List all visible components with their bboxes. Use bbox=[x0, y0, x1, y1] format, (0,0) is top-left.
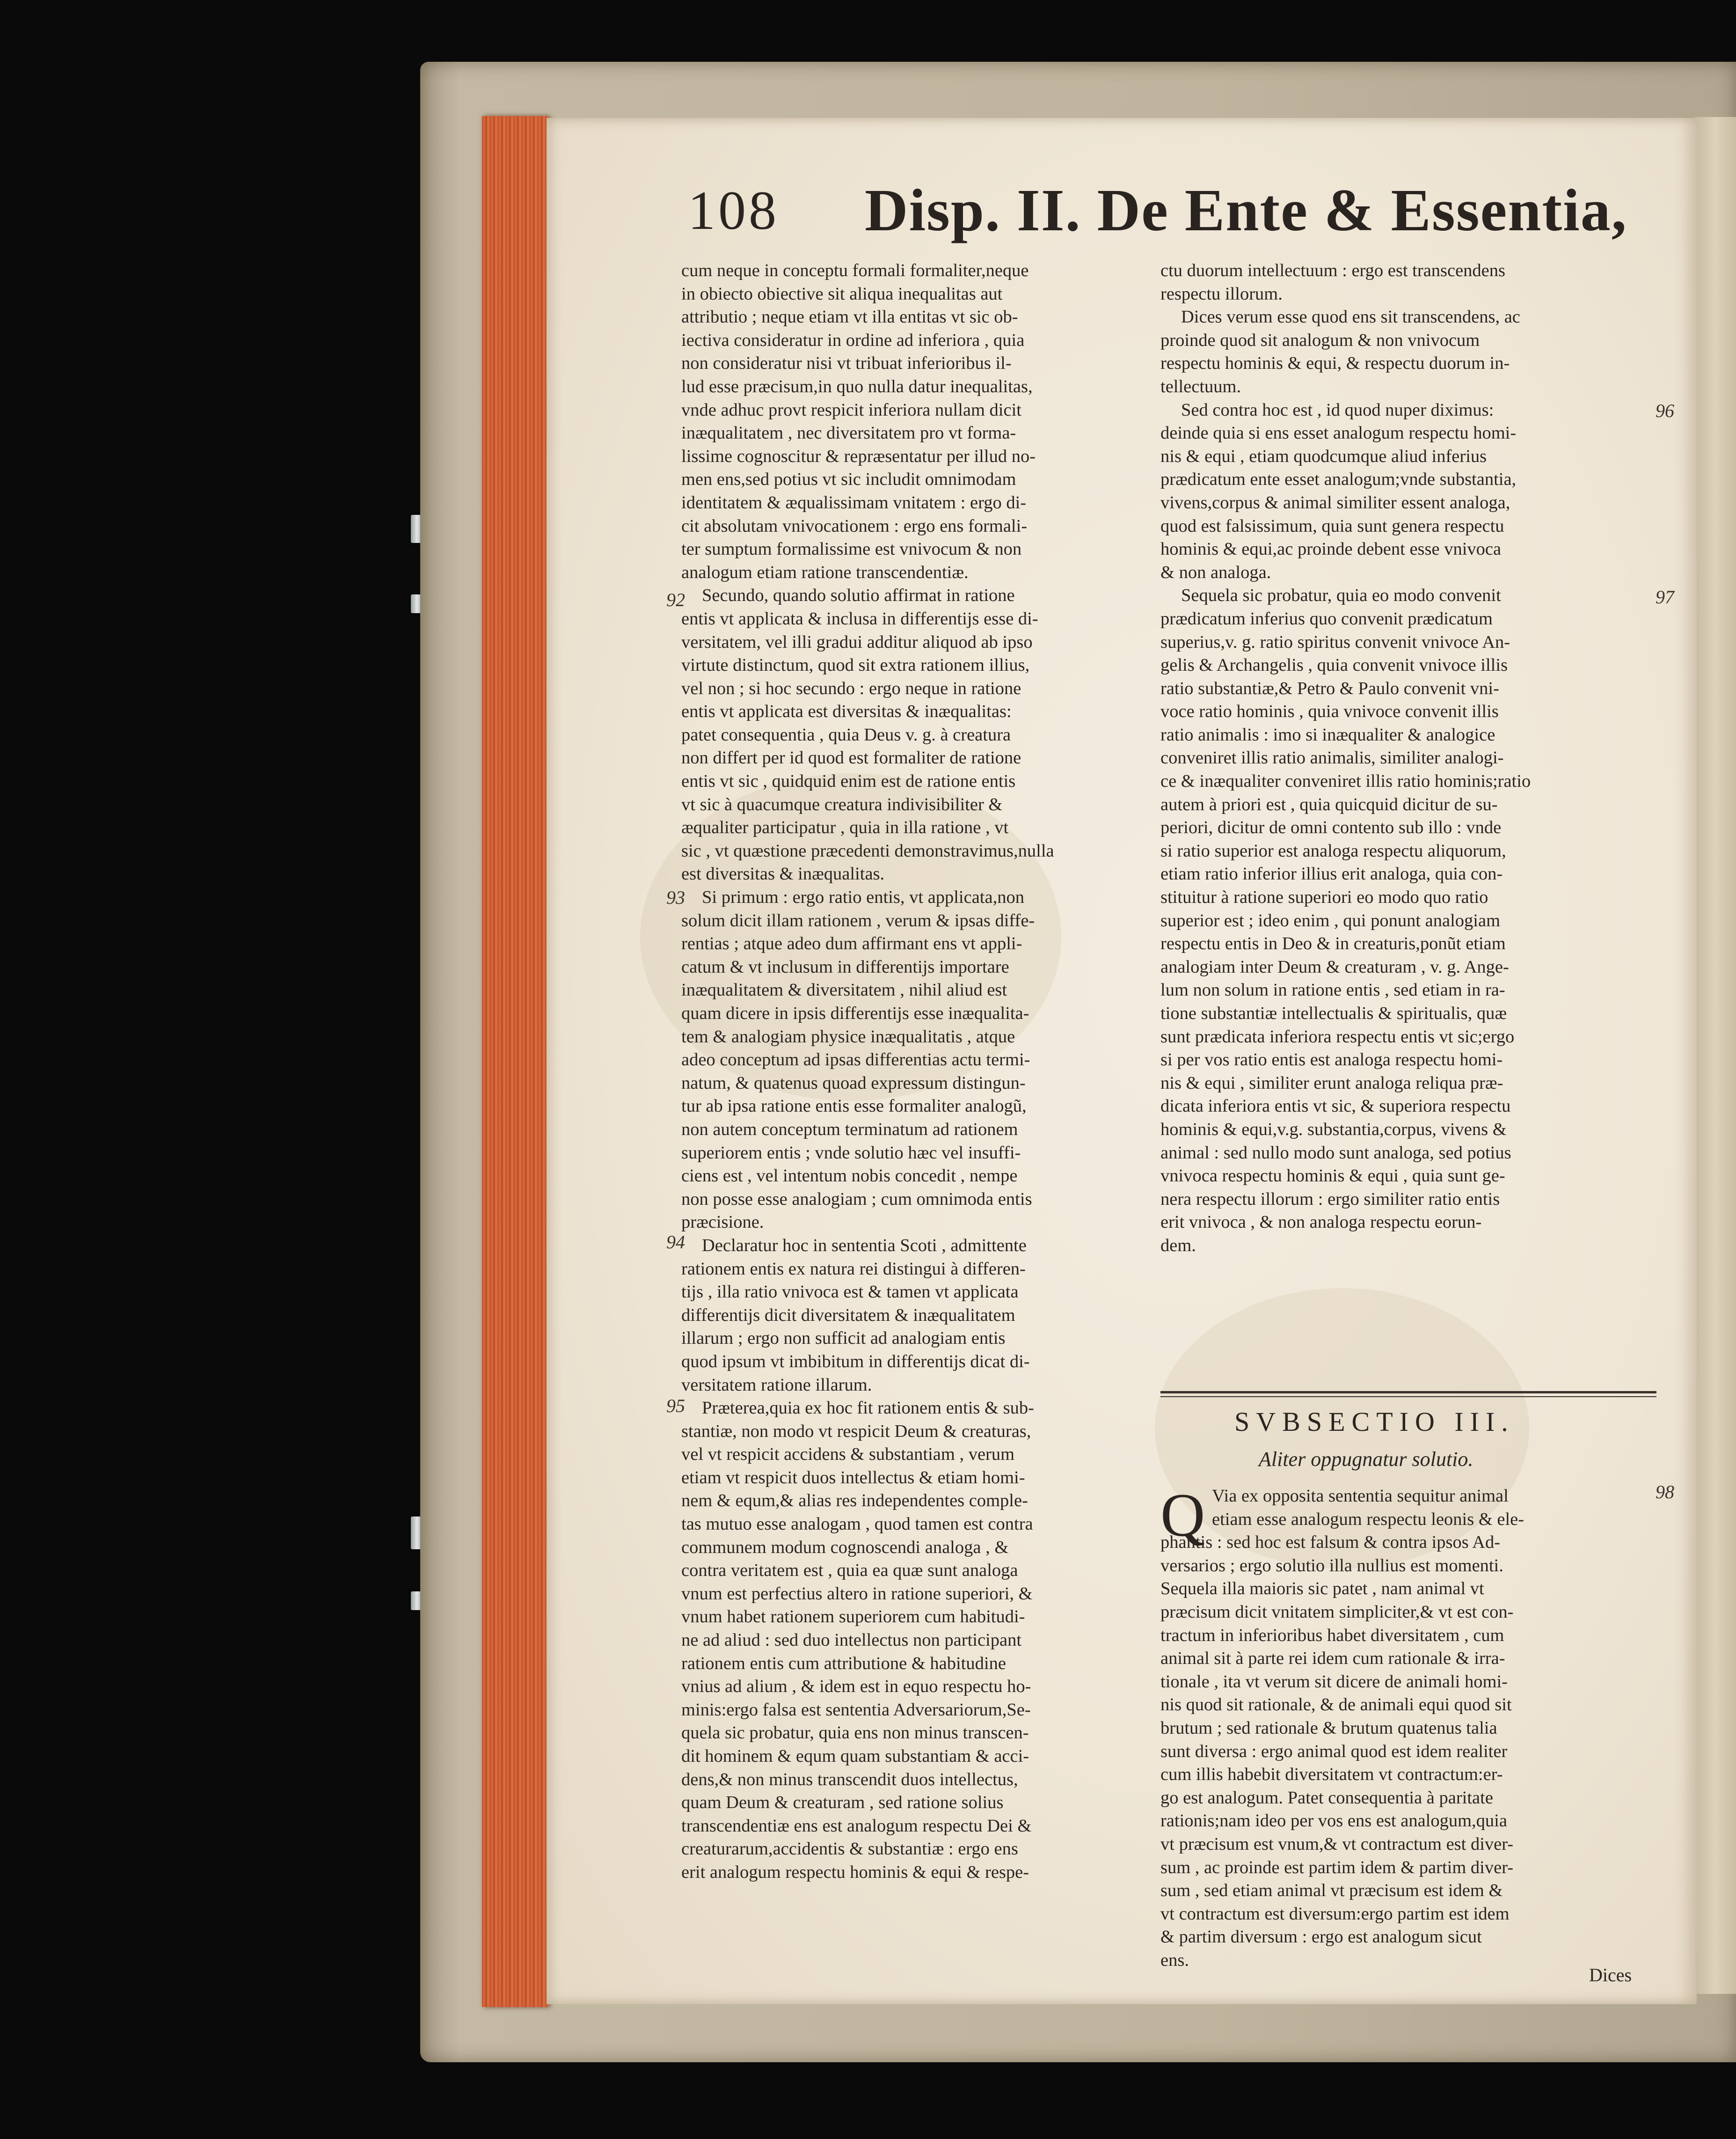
text-line: analogiam inter Deum & creaturam , v. g. Ange- bbox=[1160, 957, 1509, 977]
text-line: conveniret illis ratio animalis, similiter analogi- bbox=[1160, 748, 1504, 768]
text-line: non autem conceptum terminatum ad rationem bbox=[681, 1119, 1018, 1139]
text-line: virtute distinctum, quod sit extra rationem illius, bbox=[681, 655, 1030, 675]
margin-number: 97 bbox=[1656, 586, 1674, 608]
text-line: versarios ; ergo solutio illa nullius est momenti. bbox=[1160, 1555, 1503, 1575]
text-line: analogum etiam ratione transcendentiæ. bbox=[681, 562, 969, 582]
text-line: vt contractum est diversum:ergo partim est idem bbox=[1160, 1904, 1510, 1924]
text-line: stituitur à ratione superiori eo modo quo ratio bbox=[1160, 887, 1488, 908]
text-line: solum dicit illam rationem , verum & ipsas diffe- bbox=[681, 910, 1035, 930]
text-line: rationem entis cum attributione & habitudine bbox=[681, 1653, 1006, 1673]
text-line: cum neque in conceptu formali formaliter,neque bbox=[681, 261, 1029, 280]
left-text-column bbox=[681, 259, 1219, 1884]
text-line: superior est ; ideo enim , qui ponunt analogiam bbox=[1160, 910, 1501, 930]
text-line: sunt prædicata inferiora respectu entis vt sic;ergo bbox=[1160, 1026, 1515, 1047]
text-line: tas mutuo esse analogam , quod tamen est contra bbox=[681, 1514, 1033, 1534]
text-line: proinde quod sit analogum & non vnivocum bbox=[1160, 330, 1480, 350]
right-text-column bbox=[1160, 259, 1673, 1258]
text-line: communem modum cognoscendi analoga , & bbox=[681, 1537, 1009, 1557]
text-line: nera respectu illorum : ergo similiter ratio entis bbox=[1160, 1189, 1500, 1209]
text-line: sum , ac proinde est partim idem & partim diver- bbox=[1160, 1857, 1514, 1877]
drop-capital: Q bbox=[1160, 1480, 1205, 1549]
text-line: si per vos ratio entis est analoga respectu homi- bbox=[1160, 1050, 1503, 1070]
text-line: voce ratio hominis , quia vnivoce convenit illis bbox=[1160, 702, 1499, 722]
text-line: vt sic à quacumque creatura indivisibiliter & bbox=[681, 794, 1003, 814]
text-line: animal : sed nullo modo sunt analoga, sed potius bbox=[1160, 1143, 1511, 1163]
text-line: etiam ratio inferior illius erit analoga, quia con- bbox=[1160, 864, 1503, 884]
text-line: sic , vt quæstione præcedenti demonstravimus,nulla bbox=[681, 841, 1054, 861]
text-line: nem & equm,& alias res independentes comple- bbox=[681, 1491, 1028, 1511]
text-line: dem. bbox=[1160, 1235, 1196, 1255]
text-line: respectu illorum. bbox=[1160, 284, 1283, 304]
text-line: entis vt sic , quidquid enim est de ratione entis bbox=[681, 771, 1016, 791]
text-line: erit analogum respectu hominis & equi & respe- bbox=[681, 1862, 1029, 1882]
text-line: inæqualitatem , nec diversitatem pro vt forma- bbox=[681, 423, 1016, 443]
text-line: nis & equi , etiam quodcumque aliud inferius bbox=[1160, 446, 1487, 466]
text-line: etiam esse analogum respectu leonis & ele- bbox=[1212, 1509, 1524, 1529]
text-line: lud esse præcisum,in quo nulla datur inequalitas, bbox=[681, 376, 1033, 396]
text-line: ens. bbox=[1160, 1950, 1189, 1970]
text-line: versitatem ratione illarum. bbox=[681, 1375, 872, 1395]
text-line: dicata inferiora entis vt sic, & superiora respectu bbox=[1160, 1096, 1511, 1116]
text-line: entis vt applicata est diversitas & inæqualitas: bbox=[681, 702, 1012, 722]
text-line: vnius ad alium , & idem est in equo respectu ho- bbox=[681, 1677, 1031, 1697]
text-line: quam Deum & creaturam , sed ratione solius bbox=[681, 1793, 1004, 1813]
margin-number: 93 bbox=[666, 887, 685, 908]
text-line: inæqualitatem & diversitatem , nihil aliud est bbox=[681, 980, 1007, 1000]
subsection-text bbox=[1160, 1480, 1673, 1972]
margin-number: 96 bbox=[1656, 400, 1674, 421]
page-header bbox=[547, 179, 1697, 249]
text-line: contra veritatem est , quia ea quæ sunt analoga bbox=[681, 1560, 1018, 1581]
book-page bbox=[547, 118, 1697, 2004]
margin-number: 98 bbox=[1656, 1481, 1674, 1502]
text-line: & non analoga. bbox=[1160, 562, 1271, 582]
text-line: tijs , illa ratio vnivoca est & tamen vt applicata bbox=[681, 1282, 1019, 1302]
text-line: Si primum : ergo ratio entis, vt applicata,non bbox=[702, 887, 1024, 908]
text-line: vnum est perfectius altero in ratione superiori, & bbox=[681, 1583, 1033, 1604]
text-line: respectu hominis & equi, & respectu duorum in- bbox=[1160, 353, 1510, 374]
text-line: rationis;nam ideo per vos ens est analogum,quia bbox=[1160, 1811, 1507, 1831]
text-line: differentijs dicit diversitatem & inæqualitatem bbox=[681, 1305, 1015, 1325]
text-line: tellectuum. bbox=[1160, 376, 1241, 396]
text-line: dens,& non minus transcendit duos intellectus, bbox=[681, 1769, 1018, 1789]
text-line: si ratio superior est analoga respectu aliquorum, bbox=[1160, 841, 1506, 861]
text-line: præcisione. bbox=[681, 1212, 764, 1232]
text-line: catum & vt inclusum in differentijs importare bbox=[681, 957, 1009, 977]
text-line: lum non solum in ratione entis , sed etiam in ra- bbox=[1160, 980, 1505, 1000]
facing-page-strip bbox=[1695, 117, 1736, 1994]
text-line: quam dicere in ipsis differentijs esse inæqualita- bbox=[681, 1004, 1029, 1023]
text-line: Sequela illa maioris sic patet , nam animal vt bbox=[1160, 1579, 1484, 1599]
text-line: & partim diversum : ergo est analogum sicut bbox=[1160, 1927, 1482, 1947]
text-line: minis:ergo falsa est sententia Adversariorum,Se- bbox=[681, 1699, 1031, 1720]
text-line: quela sic probatur, quia ens non minus transcen- bbox=[681, 1723, 1029, 1743]
text-line: adeo conceptum ad ipsas differentias actu termi- bbox=[681, 1050, 1030, 1070]
text-line: respectu entis in Deo & in creaturis,ponũt etiam bbox=[1160, 934, 1506, 954]
text-line: prædicatum ente esset analogum;vnde substantia, bbox=[1160, 469, 1517, 490]
text-line: hominis & equi,ac proinde debent esse vnivoca bbox=[1160, 539, 1502, 559]
text-line: brutum ; sed rationale & brutum quatenus talia bbox=[1160, 1718, 1497, 1738]
text-line: vel vt respicit accidens & substantiam , verum bbox=[681, 1444, 1015, 1465]
text-line: non posse esse analogiam ; cum omnimoda entis bbox=[681, 1189, 1032, 1209]
text-line: deinde quia si ens esset analogum respectu homi- bbox=[1160, 423, 1517, 443]
text-line: vnivoca respectu hominis & equi , quia sunt ge- bbox=[1160, 1166, 1505, 1186]
text-line: natum, & quatenus quoad expressum distingun- bbox=[681, 1073, 1026, 1093]
subsection-subtitle: Aliter oppugnatur solutio. bbox=[1259, 1448, 1473, 1471]
text-line: dit hominem & equm quam substantiam & acci- bbox=[681, 1746, 1029, 1766]
text-line: animal sit à parte rei idem cum rationale & irra- bbox=[1160, 1648, 1505, 1669]
margin-number: 95 bbox=[666, 1395, 685, 1416]
text-line: vnum habet rationem superiorem cum habitudi- bbox=[681, 1607, 1025, 1627]
text-line: hominis & equi,v.g. substantia,corpus, vivens & bbox=[1160, 1119, 1507, 1139]
subsection-title: SVBSECTIO III. bbox=[1234, 1406, 1515, 1437]
text-line: non differt per id quod est formaliter de ratione bbox=[681, 748, 1021, 768]
text-line: men ens,sed potius vt sic includit omnimodam bbox=[681, 469, 1016, 490]
text-line: æqualiter participatur , quia in illa ratione , vt bbox=[681, 818, 1009, 838]
text-line: periori, dicitur de omni contento sub illo : vnde bbox=[1160, 818, 1502, 838]
text-line: patet consequentia , quia Deus v. g. à creatura bbox=[681, 725, 1011, 745]
text-line: go est analogum. Patet consequentia à paritate bbox=[1160, 1787, 1493, 1808]
text-line: sum , sed etiam animal vt præcisum est idem & bbox=[1160, 1881, 1503, 1901]
text-line: tur ab ipsa ratione entis esse formaliter analogũ, bbox=[681, 1096, 1027, 1116]
text-line: ratio substantiæ,& Petro & Paulo convenit vni- bbox=[1160, 678, 1499, 698]
text-line: ratio animalis : imo si inæqualiter & analogice bbox=[1160, 725, 1495, 745]
text-line: tionale , ita vt verum sit dicere de animali homi- bbox=[1160, 1671, 1508, 1692]
text-line: ce & inæqualiter conveniret illis ratio hominis;ratio bbox=[1160, 771, 1531, 791]
text-line: præcisum dicit vnitatem simpliciter,& vt est con- bbox=[1160, 1602, 1514, 1622]
text-line: identitatem & æqualissimam vnitatem : ergo di- bbox=[681, 492, 1027, 513]
margin-number: 94 bbox=[666, 1231, 685, 1253]
text-line: tione substantiæ intellectualis & spiritualis, quæ bbox=[1160, 1004, 1507, 1023]
text-line: nis quod sit rationale, & de animali equi quod sit bbox=[1160, 1695, 1512, 1715]
red-page-edges bbox=[482, 116, 548, 2007]
text-line: Declaratur hoc in sententia Scoti , admittente bbox=[702, 1235, 1027, 1255]
text-line: superius,v. g. ratio spiritus convenit vnivoce An- bbox=[1160, 632, 1510, 652]
text-line: ne ad aliud : sed duo intellectus non participant bbox=[681, 1630, 1022, 1650]
text-line: Sed contra hoc est , id quod nuper diximus: bbox=[1181, 400, 1494, 420]
text-line: iectiva consideratur in ordine ad inferiora , quia bbox=[681, 330, 1025, 350]
text-line: vivens,corpus & animal similiter essent analoga, bbox=[1160, 492, 1510, 513]
text-line: tractum in inferioribus habet diversitatem , cum bbox=[1160, 1625, 1504, 1645]
text-line: illarum ; ergo non sufficit ad analogiam entis bbox=[681, 1328, 1006, 1348]
text-line: tem & analogiam physice inæqualitatis , atque bbox=[681, 1026, 1015, 1047]
text-line: etiam vt respicit duos intellectus & etiam homi- bbox=[681, 1467, 1025, 1487]
section-rule bbox=[1160, 1391, 1656, 1397]
text-line: ter sumptum formalissime est vnivocum & non bbox=[681, 539, 1022, 559]
text-line: quod est falsissimum, quia sunt genera respectu bbox=[1160, 516, 1504, 536]
text-line: prædicatum inferius quo convenit prædicatum bbox=[1160, 608, 1493, 629]
text-line: erit vnivoca , & non analoga respectu eorun- bbox=[1160, 1212, 1482, 1232]
text-line: transcendentiæ ens est analogum respectu Dei & bbox=[681, 1816, 1032, 1836]
text-line: vt præcisum est vnum,& vt contractum est diver- bbox=[1160, 1834, 1514, 1854]
text-line: rentias ; atque adeo dum affirmant ens vt appli- bbox=[681, 934, 1022, 954]
text-line: ciens est , vel intentum nobis concedit , nempe bbox=[681, 1166, 1018, 1186]
page-number: 108 bbox=[688, 180, 779, 241]
text-line: nis & equi , similiter erunt analoga reliqua præ- bbox=[1160, 1073, 1503, 1093]
text-line: autem à priori est , quia quicquid dicitur de su- bbox=[1160, 794, 1498, 814]
text-line: lissime cognoscitur & repræsentatur per illud no- bbox=[681, 446, 1036, 466]
text-line: Via ex opposita sententia sequitur animal bbox=[1212, 1486, 1509, 1506]
text-line: vel non ; si hoc secundo : ergo neque in ratione bbox=[681, 678, 1021, 698]
text-line: versitatem, vel illi gradui additur aliquod ab ipso bbox=[681, 632, 1033, 652]
text-line: rationem entis ex natura rei distingui à differen- bbox=[681, 1259, 1026, 1279]
text-line: Dices verum esse quod ens sit transcendens, ac bbox=[1181, 307, 1520, 327]
text-line: in obiecto obiective sit aliqua inequalitas aut bbox=[681, 284, 1003, 304]
catchword: Dices bbox=[1589, 1964, 1632, 1985]
running-head: Disp. II. De Ente & Essentia, bbox=[865, 177, 1627, 243]
text-line: sunt diversa : ergo animal quod est idem realiter bbox=[1160, 1741, 1508, 1761]
text-line: quod ipsum vt imbibitum in differentijs dicat di- bbox=[681, 1351, 1030, 1371]
text-line: entis vt applicata & inclusa in differentijs esse di- bbox=[681, 608, 1038, 629]
text-line: phantis : sed hoc est falsum & contra ipsos Ad- bbox=[1160, 1532, 1501, 1553]
text-line: cit absolutam vnivocationem : ergo ens formali- bbox=[681, 516, 1028, 536]
text-line: attributio ; neque etiam vt illa entitas vt sic ob- bbox=[681, 307, 1018, 327]
text-line: ctu duorum intellectuum : ergo est transcendens bbox=[1160, 261, 1506, 280]
text-line: stantiæ, non modo vt respicit Deum & creaturas, bbox=[681, 1421, 1031, 1441]
text-line: superiorem entis ; vnde solutio hæc vel insuffi- bbox=[681, 1143, 1021, 1163]
text-line: gelis & Archangelis , quia convenit vnivoce illis bbox=[1160, 655, 1508, 675]
text-line: creaturarum,accidentis & substantiæ : ergo ens bbox=[681, 1839, 1018, 1859]
text-line: Sequela sic probatur, quia eo modo convenit bbox=[1181, 586, 1501, 606]
margin-number: 92 bbox=[666, 589, 685, 610]
text-line: vnde adhuc provt respicit inferiora nullam dicit bbox=[681, 400, 1021, 420]
text-line: Præterea,quia ex hoc fit rationem entis & sub- bbox=[702, 1398, 1034, 1418]
text-line: Secundo, quando solutio affirmat in ratione bbox=[702, 586, 1015, 606]
text-line: cum illis habebit diversitatem vt contractum:er- bbox=[1160, 1765, 1503, 1785]
text-line: non consideratur nisi vt tribuat inferioribus il- bbox=[681, 353, 1012, 374]
text-line: est diversitas & inæqualitas. bbox=[681, 864, 885, 884]
